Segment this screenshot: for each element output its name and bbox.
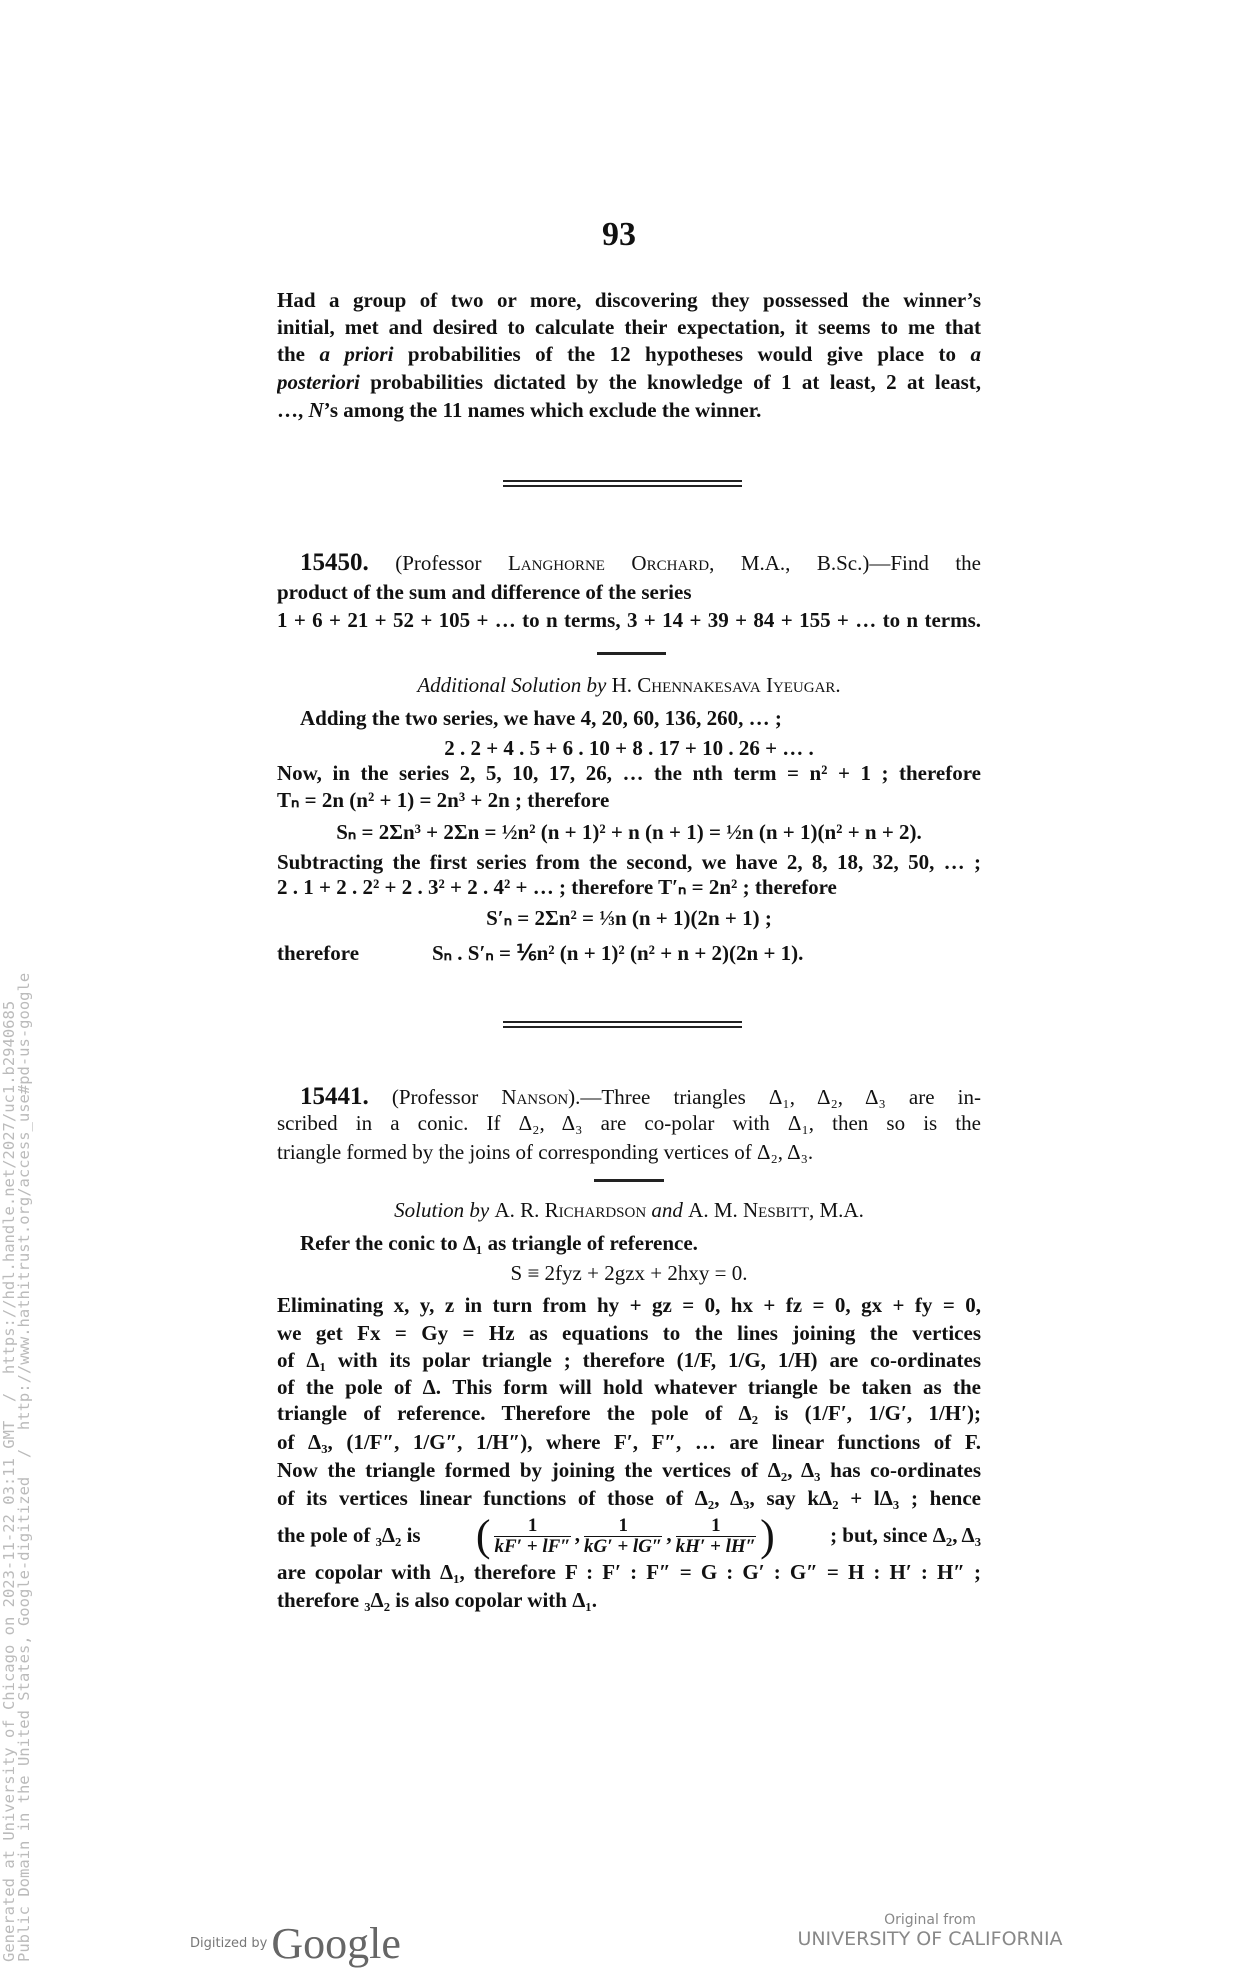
solution-label: Additional Solution by (417, 673, 607, 697)
text: , M.A., B.Sc.)—Find the (709, 551, 981, 575)
section-divider (503, 1021, 742, 1028)
solver-name: H. Chennakesava Iyeugar. (611, 673, 841, 697)
text-line: Had a group of two or more, discovering they possessed the winner’s (277, 288, 981, 312)
text: the pole of ₃Δ₂ is (277, 1523, 421, 1547)
solution-label: Solution by (394, 1198, 490, 1222)
text: and (651, 1198, 683, 1222)
short-rule (594, 1179, 664, 1182)
italic-text: a priori (319, 342, 394, 366)
right-paren: ) (760, 1511, 775, 1561)
google-logo: Google (271, 1919, 401, 1968)
left-paren: ( (475, 1511, 491, 1561)
section-divider (503, 480, 742, 487)
text-line: Now the triangle formed by joining the vertices of Δ₂, Δ₃ has co-ordinates (277, 1458, 981, 1482)
text: probabilities dictated by the knowledge of 1 at least, 2 at least, (359, 370, 981, 394)
fraction-line (277, 1508, 981, 1562)
text-line: Subtracting the first series from the second, we have 2, 8, 18, 32, 50, … ; (277, 850, 981, 874)
text: probabilities of the 12 hypotheses would give place to (393, 342, 971, 366)
denominator: kG′ + lG″ (584, 1535, 663, 1557)
proposer-name: Nanson (501, 1085, 569, 1109)
text-line: are copolar with Δ₁, therefore F : F′ : F″ = G : G′ : G″ = H : H′ : H″ ; (277, 1560, 981, 1584)
equation-line: 2 . 2 + 4 . 5 + 6 . 10 + 8 . 17 + 10 . 26 + … . (444, 736, 814, 760)
solution-heading (277, 1197, 981, 1223)
original-from-label: Original from (884, 1912, 976, 1928)
text: (Professor (368, 551, 508, 575)
text-line: of Δ₃, (1/F″, 1/G″, 1/H″), where F′, F″, … are linear functions of F. (277, 1430, 981, 1454)
text-line: of its vertices linear functions of those of Δ₂, Δ₃, say kΔ₂ + lΔ₃ ; hence (277, 1486, 981, 1510)
equation-line: 2 . 1 + 2 . 2² + 2 . 3² + 2 . 4² + … ; therefore T′ₙ = 2n² ; therefore (277, 875, 837, 899)
text: therefore (277, 941, 360, 965)
text-line: Refer the conic to Δ₁ as triangle of reference. (300, 1231, 698, 1255)
series-a: 1 + 6 + 21 + 52 + 105 + … to n terms, (277, 608, 621, 632)
solution-heading (277, 672, 981, 698)
text-line (277, 341, 981, 367)
digitized-by-label: Digitized by (190, 1936, 268, 1951)
hathitrust-watermark (2, 973, 32, 1962)
text-line: we get Fx = Gy = Hz as equations to the lines joining the vertices (277, 1321, 981, 1345)
text-line: product of the sum and difference of the series (277, 580, 692, 604)
text: ; but, since Δ₂, Δ₃ (830, 1523, 981, 1547)
text: (Professor (368, 1085, 502, 1109)
text: ).—Three triangles Δ₁, Δ₂, Δ₃ are in- (568, 1085, 981, 1109)
text-line: of Δ₁ with its polar triangle ; therefore (1/F, 1/G, 1/H) are co-ordinates (277, 1348, 981, 1372)
italic-text: posteriori (277, 370, 360, 394)
equation-line: Sₙ = 2Σn³ + 2Σn = ½n² (n + 1)² + n (n + 1) = ½n (n + 1)(n² + n + 2). (336, 820, 922, 844)
text-line: Adding the two series, we have 4, 20, 60, 136, 260, … ; (300, 706, 782, 730)
text: the (277, 342, 320, 366)
text-line: therefore ₃Δ₂ is also copolar with Δ₁. (277, 1588, 597, 1612)
equation-line: S ≡ 2fyz + 2gzx + 2hxy = 0. (510, 1261, 748, 1285)
institution-name: UNIVERSITY OF CALIFORNIA (797, 1928, 1063, 1950)
text: …, (277, 398, 309, 422)
fraction (494, 1516, 570, 1557)
pole-coordinates: ( $\frac{1}{kF' + lF''}$ , $\frac{1}{kG' + lG''}$ , $\frac{1}{kH' + lH''}$ ) (475, 1511, 775, 1561)
italic-text: N (308, 398, 324, 422)
text: ’s among the 11 names which exclude the winner. (323, 398, 762, 422)
google-digitized-mark (190, 1918, 401, 1969)
text-line: triangle formed by the joins of corresponding vertices of Δ₂, Δ₃. (277, 1140, 814, 1164)
text-line: Eliminating x, y, z in turn from hy + gz = 0, hx + fz = 0, gx + fy = 0, (277, 1293, 981, 1317)
question-number: 15441. (300, 1084, 369, 1110)
original-source (790, 1912, 1070, 1950)
equation-line (277, 940, 981, 966)
denominator: kF′ + lF″ (494, 1535, 571, 1557)
numerator: 1 (494, 1516, 570, 1537)
italic-text: a (970, 342, 981, 366)
question-header (300, 550, 981, 576)
denominator: kH′ + lH″ (675, 1535, 757, 1557)
text-line: triangle of reference. Therefore the pole of Δ₂ is (1/F′, 1/G′, 1/H′); (277, 1401, 981, 1425)
page-number: 93 (602, 216, 636, 253)
fraction (676, 1516, 757, 1557)
solver-name: A. R. Richardson (494, 1198, 647, 1222)
watermark-line-1: Generated at University of Chicago on 2023-11-22 03:11 GMT / https://hdl.handle.net/2027/uc1.b2940685 (0, 1000, 18, 1962)
series-line (277, 607, 981, 633)
text-line (277, 397, 981, 423)
final-equation: Sₙ . S′ₙ = ⅙n² (n + 1)² (n² + n + 2)(2n + 1). (432, 941, 804, 965)
text-line: scribed in a conic. If Δ₂, Δ₃ are co-polar with Δ₁, then so is the (277, 1111, 981, 1135)
text-line (277, 369, 981, 395)
equation-line: S′ₙ = 2Σn² = ⅓n (n + 1)(2n + 1) ; (486, 906, 772, 930)
question-number: 15450. (300, 550, 369, 576)
numerator: 1 (676, 1516, 757, 1537)
solver-name: A. M. Nesbitt, M.A. (688, 1198, 864, 1222)
equation-line: Tₙ = 2n (n² + 1) = 2n³ + 2n ; therefore (277, 788, 610, 812)
question-header (300, 1084, 981, 1110)
fraction (584, 1516, 662, 1557)
text-line: of the pole of Δ. This form will hold whatever triangle be taken as the (277, 1375, 981, 1399)
numerator: 1 (584, 1516, 662, 1537)
text-line: Now, in the series 2, 5, 10, 17, 26, … the nth term = n² + 1 ; therefore (277, 761, 981, 785)
short-rule (597, 652, 666, 655)
watermark-line-2: Public Domain in the United States, Google-digitized / http://www.hathitrust.org/access_use#pd-us-google (15, 972, 33, 1962)
proposer-name: Langhorne Orchard (507, 551, 710, 575)
text-line: initial, met and desired to calculate their expectation, it seems to me that (277, 315, 981, 339)
series-b: 3 + 14 + 39 + 84 + 155 + … to n terms. (626, 608, 981, 632)
